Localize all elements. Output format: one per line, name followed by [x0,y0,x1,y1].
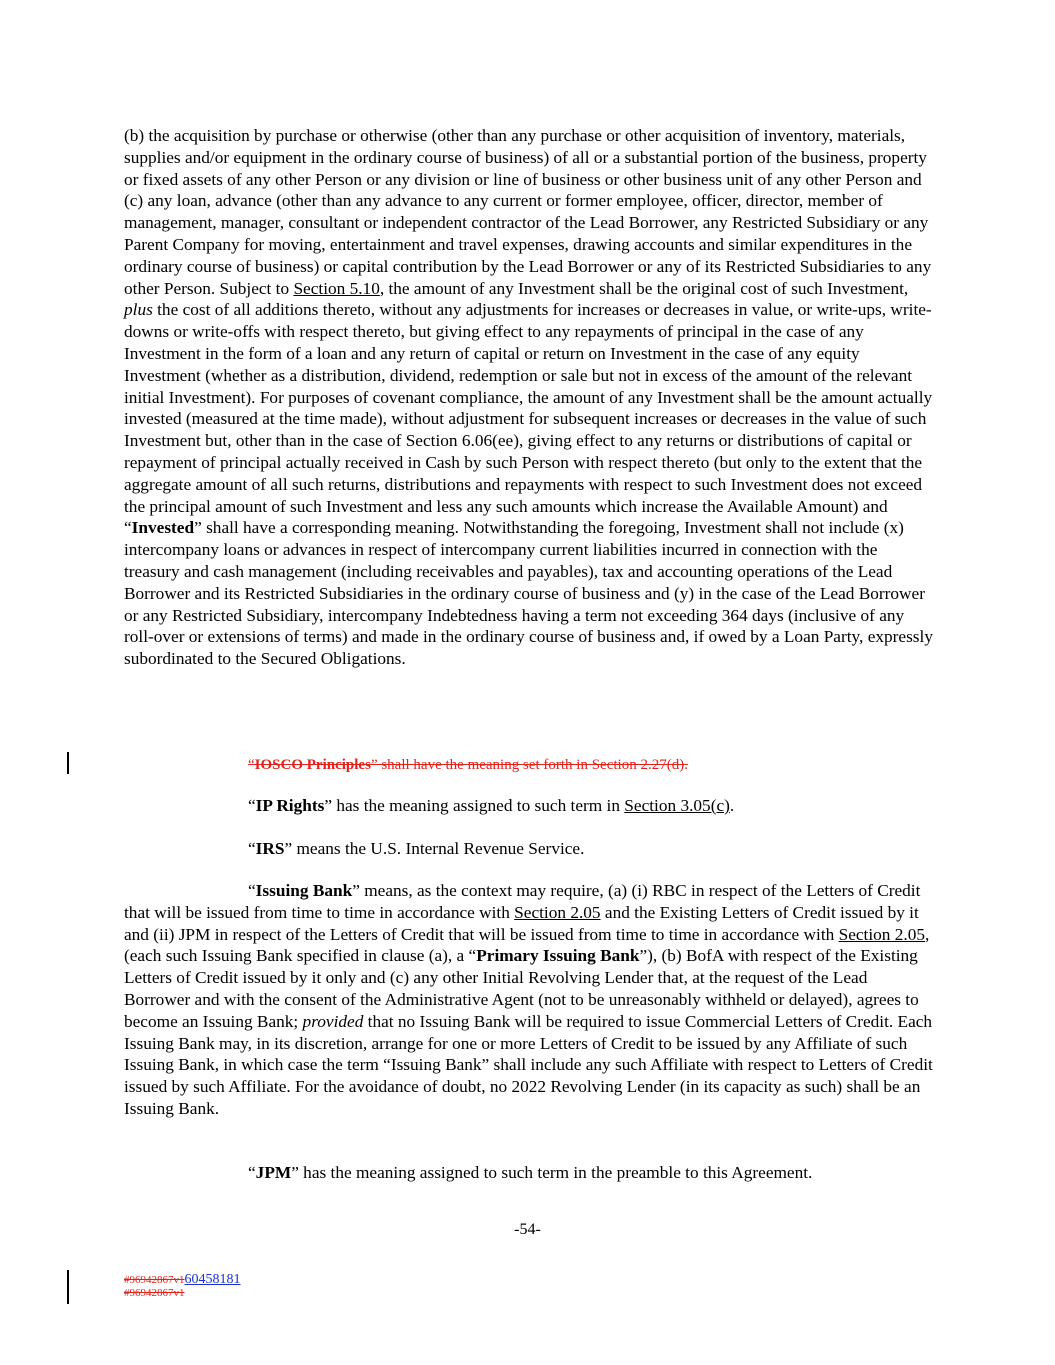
defined-term: IRS [255,839,285,858]
defined-term: IOSCO Principles [254,757,371,773]
italic-term: provided [302,1011,364,1031]
text-segment: ”), (b) BofA with respect of the Existing Letters of Credit issued by it only and (c) any other Initial Revolving Lender that, at the request of the Lead Borrower and with the consent of the Administrative Agent (not to be unreasonably withheld or delayed), agrees to become an Issuing Bank; [124,946,919,1031]
text-segment: that no Issuing Bank will be required to issue Commercial Letters of Credit. Each Issuing Bank may, in its discretion, arrange for one or more Letters of Credit to be issued by any Affiliate of such Issuing Bank, in which case the term “Issuing Bank” shall include any such Affiliate with respect to Letters of Credit issued by such Affiliate. For the avoidance of doubt, no 2022 Revolving Lender (in its capacity as such) shall be an Issuing Bank. [124,1011,933,1118]
text-segment: , the amount of any Investment shall be the original cost of such Investment, [379,278,909,298]
text-segment: ” means, as the context may require, (a) (i) RBC in respect of the Letters of Credit that will be issued from time to time in accordance with [124,881,921,922]
docid-deleted: #96942867v1 [124,1274,185,1286]
italic-term: plus [124,300,153,320]
quote-mark: “ [248,796,256,815]
jpm-definition [124,1162,934,1184]
iosco-definition-deleted [124,753,934,777]
quote-mark: “ [248,881,256,900]
defined-term: Invested [131,518,195,538]
text-segment: the cost of all additions thereto, without any adjustments for increases or decreases in value, or write-ups, write-downs or write-offs with respect thereto, but giving effect to any repayments of principal in the case of any Investment in the form of a loan and any return of capital or return on Investment in the case of any equity Investment (whether as a distribution, dividend, redemption or sale but not in excess of the amount of the relevant initial Investment). For purposes of covenant compliance, the amount of any Investment shall be the amount actually invested (measured at the time made), without adjustment for subsequent increases or decreases in the value of such Investment but, other than in the case of Section 6.06(ee), giving effect to any returns or distributions of capital or repayment of principal actually received in Cash by such Person with respect thereto (but only to the extent that the aggregate amount of all such returns, distributions and repayments with respect to such Investment does not exceed the principal amount of such Investment and less any such amounts which increase the Available Amount) and “ [124,300,933,538]
section-reference: Section 2.05 [514,902,601,922]
change-bar [67,752,69,774]
ip-rights-definition [124,795,934,817]
issuing-bank-definition [124,880,934,1120]
section-reference: Section 3.05(c) [624,796,730,815]
defined-term: Primary Issuing Bank [476,946,640,966]
section-reference: Section 5.10 [293,278,380,298]
document-id [124,1273,241,1300]
text-segment: . [684,757,688,773]
quote-mark: “ [248,839,256,858]
text-segment: . [729,796,735,815]
section-reference: Section 2.05 [838,924,925,944]
text-segment: ” has the meaning assigned to such term in the preamble to this Agreement. [291,1163,813,1182]
quote-mark: “ [248,757,255,773]
defined-term: JPM [255,1163,292,1182]
investment-definition-continued [124,125,934,670]
page-number: -54- [514,1221,541,1238]
text-segment: (b) the acquisition by purchase or otherwise (other than any purchase or other acquisition of inventory, materials, supplies and/or equipment in the ordinary course of business) of all or a substantial portion of the business, property or fixed assets of any other Person or any division or line of business or other business unit of any other Person and (c) any loan, advance (other than any advance to any current or former employee, officer, director, member of management, manager, consultant or independent contractor of the Lead Borrower, any Restricted Subsidiary or any Parent Company for moving, entertainment and travel expenses, drawing accounts and similar expenditures in the ordinary course of business) or capital contribution by the Lead Borrower or any of its Restricted Subsidiaries to any other Person. Subject to [124,126,932,298]
irs-definition [124,838,934,860]
text-segment: ” shall have a corresponding meaning. Notwithstanding the foregoing, Investment shall not include (x) intercompany loans or advances in respect of intercompany current liabilities incurred in connection with the treasury and cash management (including receivables and payables), tax and accounting operations of the Lead Borrower and its Restricted Subsidiaries in the ordinary course of business and (y) in the case of the Lead Borrower or any Restricted Subsidiary, intercompany Indebtedness having a term not exceeding 364 days (inclusive of any roll-over or extensions of terms) and made in the ordinary course of business and, if owed by a Loan Party, expressly subordinated to the Secured Obligations. [124,518,933,669]
docid-inserted: 60458181 [184,1272,241,1287]
text-segment: ” means the U.S. Internal Revenue Service. [284,839,585,858]
quote-mark: “ [248,1163,256,1182]
text-segment: ” shall have the meaning set forth in [370,757,592,773]
text-segment: and the Existing Letters of Credit issued by it and (ii) JPM in respect of the Letters of Credit that will be issued from time to time in accordance with [124,902,919,944]
text-segment: , (each such Issuing Bank specified in clause (a), a “ [124,924,930,966]
docid-deleted: #96942867v1 [124,1287,185,1299]
change-bar [67,1270,69,1304]
defined-term: Issuing Bank [255,881,353,900]
text-segment: ” has the meaning assigned to such term in [324,796,625,815]
defined-term: IP Rights [255,796,325,815]
section-reference: Section 2.27(d) [591,757,685,773]
